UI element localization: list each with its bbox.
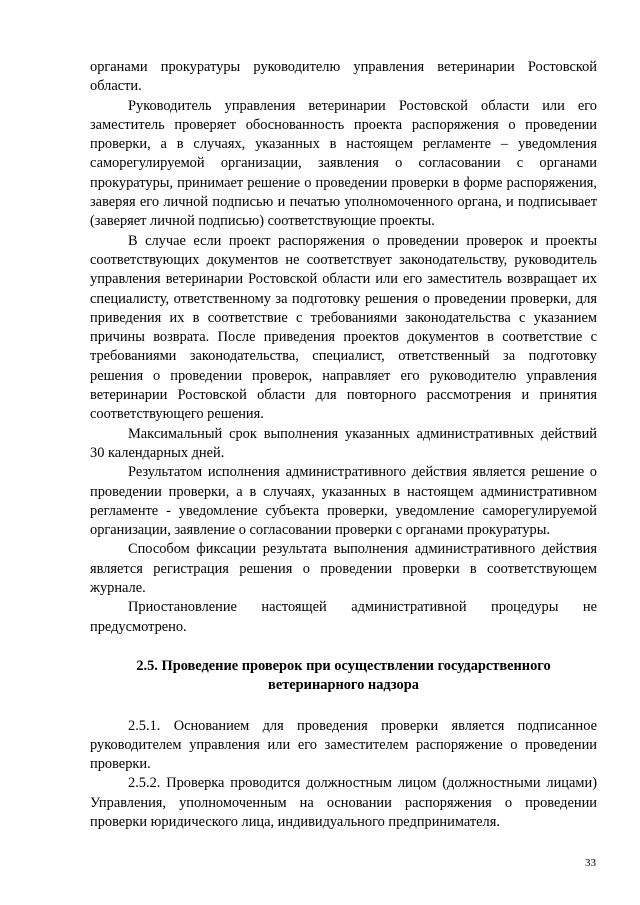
paragraph-return-for-revision: В случае если проект распоряжения о проведении проверок и проекты соответствующих документов не соответствует законодательству, руководитель управления ветеринарии Ростовской области или его заместитель возвращает их специалисту, ответственному за подготовку решения о проведении проверки, для приведения их в соответствие с требованиями законодательства с указанием причины возврата. После приведения проектов документов в соответствие с требованиями законодательства, специалист, ответственный за подготовку решения о проведении проверок, направляет его руководителю управления ветеринарии Ростовской области для повторного рассмотрения и принятия соответствующего решения.	[90, 232, 597, 423]
paragraph-clause-2-5-2: 2.5.2. Проверка проводится должностным лицом (должностными лицами) Управления, уполномоченным на основании распоряжения о проведении проверки юридического лица, индивидуального предпринимателя.	[90, 775, 597, 830]
paragraph-clause-2-5-1: 2.5.1. Основанием для проведения проверки является подписанное руководителем управления или его заместителем распоряжение о проведении проверки.	[90, 717, 597, 773]
paragraph-head-review: Руководитель управления ветеринарии Ростовской области или его заместитель проверяет обоснованность проекта распоряжения о проведении проверки, а в случаях, указанных в настоящем регламенте – уведомления саморегулируемой организации, заявления о согласовании с органами прокуратуры, принимает решение о проведении проверки в форме распоряжения, заверяя его личной подписью и печатью уполномоченного органа, и подписывает (заверяет личной подписью) соответствующие проекты.	[90, 97, 597, 230]
page-number: 33	[585, 857, 596, 869]
section-heading: 2.5. Проведение проверок при осуществлении государственного ветеринарного надзора	[136, 657, 551, 694]
spacer	[90, 696, 597, 717]
spacer	[90, 637, 597, 657]
page-body	[90, 58, 597, 832]
paragraph-max-term: Максимальный срок выполнения указанных административных действий 30 календарных дней.	[90, 425, 597, 461]
paragraph-fixation-method: Способом фиксации результата выполнения административного действия является регистрация решения о проведении проверки в соответствующем журнале.	[90, 541, 597, 597]
paragraph-continuation: органами прокуратуры руководителю управления ветеринарии Ростовской области.	[90, 59, 597, 95]
paragraph-result: Результатом исполнения административного действия является решение о проведении проверки, а в случаях, указанных в настоящем административном регламенте - уведомление субъекта проверки, уведомление саморегулируемой организации, заявление о согласовании проверки с органами прокуратуры.	[90, 464, 597, 539]
paragraph-suspension: Приостановление настоящей административной процедуры не предусмотрено.	[90, 599, 597, 635]
